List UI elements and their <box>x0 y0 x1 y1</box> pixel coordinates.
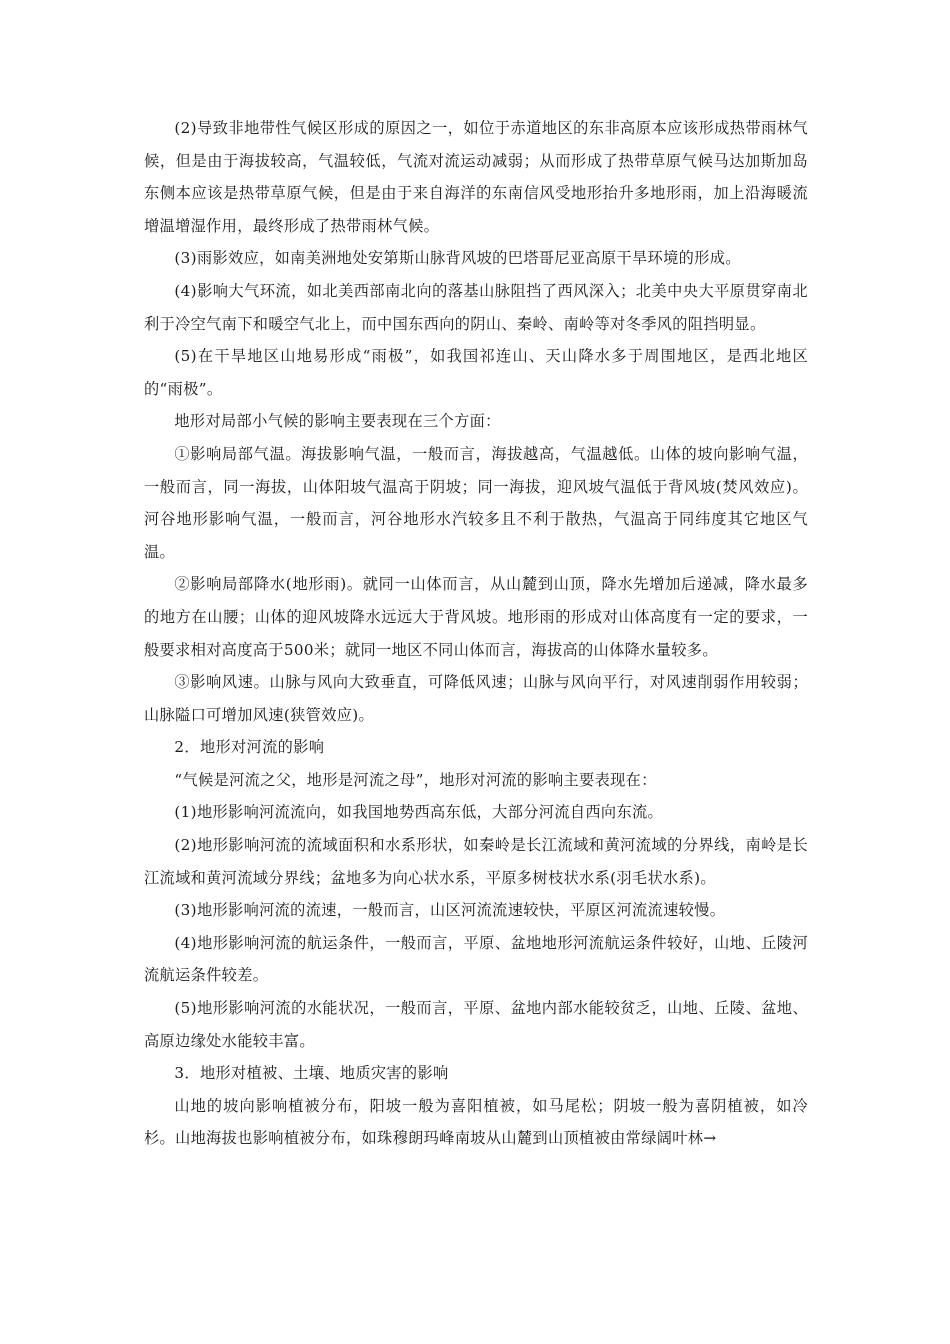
paragraph-atmospheric-circulation: (4)影响大气环流，如北美西部南北向的落基山脉阻挡了西风深入；北美中央大平原贯穿南北利于冷空气南下和暖空气北上，而中国东西向的阴山、秦岭、南岭等对冬季风的阻挡明显。 <box>144 281 808 333</box>
paragraph-nonzonal-climate: (2)导致非地带性气候区形成的原因之一，如位于赤道地区的东非高原本应该形成热带雨林气候，但是由于海拔较高，气温较低，气流对流运动减弱；从而形成了热带草原气候马达加斯加岛东侧本应该是热带草原气候，但是由于来自海洋的东南信风受地形抬升多地形雨，加上沿海暖流增温增湿作用，最终形成了热带雨林气候。 <box>144 119 808 235</box>
paragraph-rain-pole: (5)在干旱地区山地易形成“雨极”，如我国祁连山、天山降水多于周围地区，是西北地区的“雨极”。 <box>144 347 808 398</box>
paragraph-rivers-intro: “气候是河流之父，地形是河流之母”，地形对河流的影响主要表现在： <box>174 770 657 789</box>
paragraph-vegetation-distribution: 山地的坡向影响植被分布，阳坡一般为喜阳植被，如马尾松；阴坡一般为喜阴植被，如冷杉。山地海拔也影响植被分布，如珠穆朗玛峰南坡从山麓到山顶植被由常绿阔叶林→ <box>144 1096 808 1148</box>
paragraph-local-precipitation: ②影响局部降水(地形雨)。就同一山体而言，从山麓到山顶，降水先增加后递减，降水最多的地方在山腰；山体的迎风坡降水远远大于背风坡。地形雨的形成对山体高度有一定的要求，一般要求相对高度高于500米；就同一地区不同山体而言，海拔高的山体降水量较多。 <box>144 575 808 659</box>
section-heading-rivers: 2．地形对河流的影响 <box>174 738 325 757</box>
section-heading-vegetation-soil-hazards: 3．地形对植被、土壤、地质灾害的影响 <box>174 1064 449 1083</box>
paragraph-river-hydropower: (5)地形影响河流的水能状况，一般而言，平原、盆地内部水能较贫乏，山地、丘陵、盆地、高原边缘处水能较丰富。 <box>144 999 808 1050</box>
paragraph-river-navigation: (4)地形影响河流的航运条件，一般而言，平原、盆地地形河流航运条件较好，山地、丘陵河流航运条件较差。 <box>144 933 808 985</box>
paragraph-river-direction: (1)地形影响河流流向，如我国地势西高东低，大部分河流自西向东流。 <box>174 803 664 822</box>
document-page <box>144 112 808 1155</box>
paragraph-river-basin: (2)地形影响河流的流域面积和水系形状，如秦岭是长江流域和黄河流域的分界线，南岭是长江流域和黄河流域分界线；盆地多为向心状水系，平原多树枝状水系(羽毛状水系)。 <box>144 836 808 887</box>
paragraph-river-speed: (3)地形影响河流的流速，一般而言，山区河流流速较快，平原区河流流速较慢。 <box>174 901 726 920</box>
paragraph-local-temperature: ①影响局部气温。海拔影响气温，一般而言，海拔越高，气温越低。山体的坡向影响气温，一般而言，同一海拔，山体阳坡气温高于阴坡；同一海拔，迎风坡气温低于背风坡(焚风效应)。河谷地形影响气温，一般而言，河谷地形水汽较多且不利于散热，气温高于同纬度其它地区气温。 <box>144 444 808 561</box>
paragraph-microclimate-intro: 地形对局部小气候的影响主要表现在三个方面： <box>174 412 501 431</box>
paragraph-wind-speed: ③影响风速。山脉与风向大致垂直，可降低风速；山脉与风向平行，对风速削弱作用较弱；山脉隘口可增加风速(狭管效应)。 <box>144 673 808 724</box>
paragraph-rain-shadow: (3)雨影效应，如南美洲地处安第斯山脉背风坡的巴塔哥尼亚高原干旱环境的形成。 <box>174 249 741 268</box>
